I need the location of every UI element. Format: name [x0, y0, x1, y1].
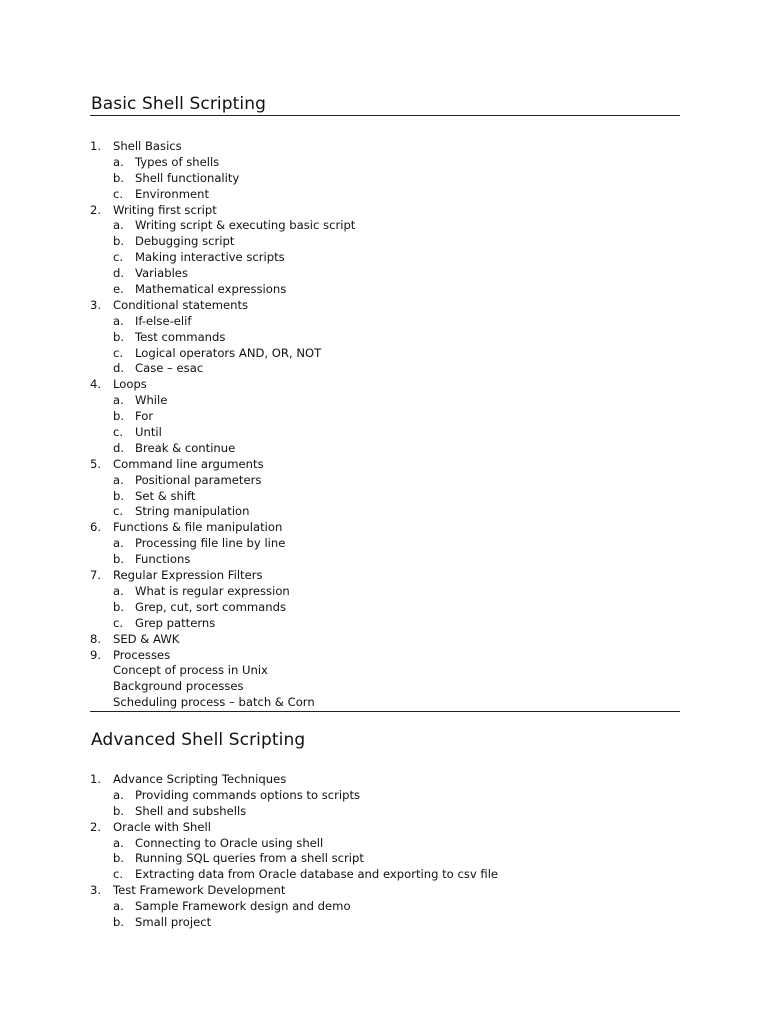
- subitem-text: While: [135, 393, 168, 408]
- outline-subitem: [90, 155, 690, 171]
- section-title-basic: Basic Shell Scripting: [91, 94, 266, 114]
- outline-subitem: [90, 489, 690, 505]
- subitem-letter: b.: [113, 409, 125, 424]
- subitem-letter: a.: [113, 393, 124, 408]
- outline-item: [90, 883, 690, 899]
- subitem-text: Grep, cut, sort commands: [135, 599, 287, 614]
- outline-subitem: [90, 788, 690, 804]
- subitem-letter: b.: [113, 803, 125, 818]
- outline-item: [90, 520, 690, 536]
- subitem-letter: a.: [113, 536, 124, 551]
- item-text: Oracle with Shell: [113, 819, 211, 834]
- subitem-text: Processing file line by line: [135, 536, 286, 551]
- outline-subitem: [90, 171, 690, 187]
- outline-subitem: [90, 218, 690, 234]
- item-text: Writing first script: [113, 202, 217, 217]
- subitem-text: Grep patterns: [135, 615, 216, 630]
- subitem-letter: b.: [113, 915, 125, 930]
- outline-item: [90, 298, 690, 314]
- subitem-letter: d.: [113, 266, 125, 281]
- outline-subitem: [90, 441, 690, 457]
- item-text: Loops: [113, 377, 147, 392]
- subitem-text: Small project: [135, 915, 212, 930]
- outline-item: [90, 377, 690, 393]
- subitem-text: Debugging script: [135, 234, 235, 249]
- item-text: Shell Basics: [113, 139, 182, 153]
- subitem-text: For: [135, 409, 154, 424]
- outline-item: [90, 139, 690, 155]
- outline-subitem: [90, 330, 690, 346]
- subitem-letter: a.: [113, 899, 124, 914]
- item-number: 7.: [90, 568, 102, 583]
- item-text: Command line arguments: [113, 456, 264, 471]
- outline-subitem: [90, 915, 690, 931]
- outline-item: [90, 203, 690, 219]
- subitem-letter: b.: [113, 851, 125, 866]
- item-number: 2.: [90, 202, 102, 217]
- item-text: Test Framework Development: [113, 883, 286, 898]
- outline-subitem: [90, 504, 690, 520]
- subitem-text: Making interactive scripts: [135, 250, 285, 265]
- subitem-letter: a.: [113, 154, 124, 169]
- outline-subitem: [90, 552, 690, 568]
- subitem-letter: b.: [113, 552, 125, 567]
- item-text: Functions & file manipulation: [113, 520, 283, 535]
- subitem-text: Types of shells: [135, 154, 220, 169]
- item-text: Regular Expression Filters: [113, 568, 263, 583]
- item-number: 3.: [90, 883, 102, 898]
- subitem-text: Environment: [135, 186, 210, 201]
- outline-subitem: [90, 867, 690, 883]
- subitem-text: Sample Framework design and demo: [135, 899, 351, 914]
- section-divider-middle: [90, 711, 680, 712]
- subitem-letter: c.: [113, 186, 124, 201]
- subitem-letter: c.: [113, 345, 124, 360]
- subitem-letter: d.: [113, 361, 125, 376]
- subitem-text: Break & continue: [135, 440, 236, 455]
- outline-subitem: [90, 473, 690, 489]
- item-number: 1.: [90, 139, 102, 153]
- subitem-text: Connecting to Oracle using shell: [135, 835, 324, 850]
- item-number: 9.: [90, 647, 102, 662]
- outline-plain-line: [90, 695, 690, 711]
- item-number: 6.: [90, 520, 102, 535]
- section-title-advanced: Advanced Shell Scripting: [91, 730, 306, 750]
- item-number: 4.: [90, 377, 102, 392]
- basic-outline-list: [90, 139, 690, 711]
- subitem-letter: c.: [113, 504, 124, 519]
- outline-subitem: [90, 536, 690, 552]
- outline-item: [90, 772, 690, 788]
- subitem-text: String manipulation: [135, 504, 250, 519]
- subitem-letter: d.: [113, 440, 125, 455]
- outline-subitem: [90, 851, 690, 867]
- subitem-letter: a.: [113, 787, 124, 802]
- item-number: 1.: [90, 772, 102, 786]
- subitem-text: What is regular expression: [135, 583, 290, 598]
- outline-subitem: [90, 393, 690, 409]
- outline-item: [90, 457, 690, 473]
- subitem-text: Providing commands options to scripts: [135, 787, 361, 802]
- subitem-letter: c.: [113, 867, 124, 882]
- subitem-text: Case – esac: [135, 361, 204, 376]
- outline-subitem: [90, 266, 690, 282]
- subitem-letter: c.: [113, 425, 124, 440]
- outline-subitem: [90, 899, 690, 915]
- outline-item: [90, 568, 690, 584]
- outline-subitem: [90, 836, 690, 852]
- subitem-letter: a.: [113, 835, 124, 850]
- advanced-outline-list: [90, 772, 690, 931]
- outline-subitem: [90, 282, 690, 298]
- item-number: 2.: [90, 819, 102, 834]
- subitem-text: Set & shift: [135, 488, 196, 503]
- subitem-letter: a.: [113, 218, 124, 233]
- subitem-text: If-else-elif: [135, 313, 192, 328]
- outline-subitem: [90, 314, 690, 330]
- subitem-text: Logical operators AND, OR, NOT: [135, 345, 322, 360]
- subitem-text: Test commands: [135, 329, 226, 344]
- plain-line-text: Scheduling process – batch & Corn: [113, 695, 315, 710]
- plain-line-text: Concept of process in Unix: [113, 663, 268, 678]
- subitem-letter: b.: [113, 170, 125, 185]
- item-text: Advance Scripting Techniques: [113, 772, 287, 786]
- item-number: 8.: [90, 631, 102, 646]
- outline-subitem: [90, 616, 690, 632]
- subitem-text: Mathematical expressions: [135, 282, 287, 297]
- subitem-text: Positional parameters: [135, 472, 262, 487]
- outline-plain-line: [90, 663, 690, 679]
- outline-subitem: [90, 804, 690, 820]
- outline-subitem: [90, 346, 690, 362]
- outline-subitem: [90, 409, 690, 425]
- outline-plain-line: [90, 679, 690, 695]
- subitem-letter: a.: [113, 313, 124, 328]
- subitem-letter: b.: [113, 599, 125, 614]
- subitem-letter: e.: [113, 282, 124, 297]
- subitem-letter: a.: [113, 472, 124, 487]
- outline-subitem: [90, 187, 690, 203]
- outline-item: [90, 648, 690, 664]
- outline-subitem: [90, 600, 690, 616]
- subitem-text: Shell functionality: [135, 170, 240, 185]
- outline-item: [90, 820, 690, 836]
- outline-subitem: [90, 250, 690, 266]
- item-text: Processes: [113, 647, 171, 662]
- subitem-letter: c.: [113, 250, 124, 265]
- subitem-text: Running SQL queries from a shell script: [135, 851, 364, 866]
- subitem-letter: c.: [113, 615, 124, 630]
- subitem-letter: a.: [113, 583, 124, 598]
- subitem-text: Variables: [135, 266, 188, 281]
- outline-subitem: [90, 584, 690, 600]
- subitem-text: Writing script & executing basic script: [135, 218, 356, 233]
- item-number: 5.: [90, 456, 102, 471]
- outline-item: [90, 632, 690, 648]
- outline-subitem: [90, 361, 690, 377]
- outline-subitem: [90, 234, 690, 250]
- item-text: Conditional statements: [113, 297, 249, 312]
- subitem-text: Extracting data from Oracle database and exporting to csv file: [135, 867, 499, 882]
- item-number: 3.: [90, 297, 102, 312]
- item-text: SED & AWK: [113, 631, 180, 646]
- subitem-letter: b.: [113, 234, 125, 249]
- subitem-letter: b.: [113, 488, 125, 503]
- plain-line-text: Background processes: [113, 679, 244, 694]
- subitem-text: Shell and subshells: [135, 803, 247, 818]
- section-divider-top: [90, 115, 680, 116]
- subitem-letter: b.: [113, 329, 125, 344]
- outline-subitem: [90, 425, 690, 441]
- subitem-text: Functions: [135, 552, 191, 567]
- subitem-text: Until: [135, 425, 162, 440]
